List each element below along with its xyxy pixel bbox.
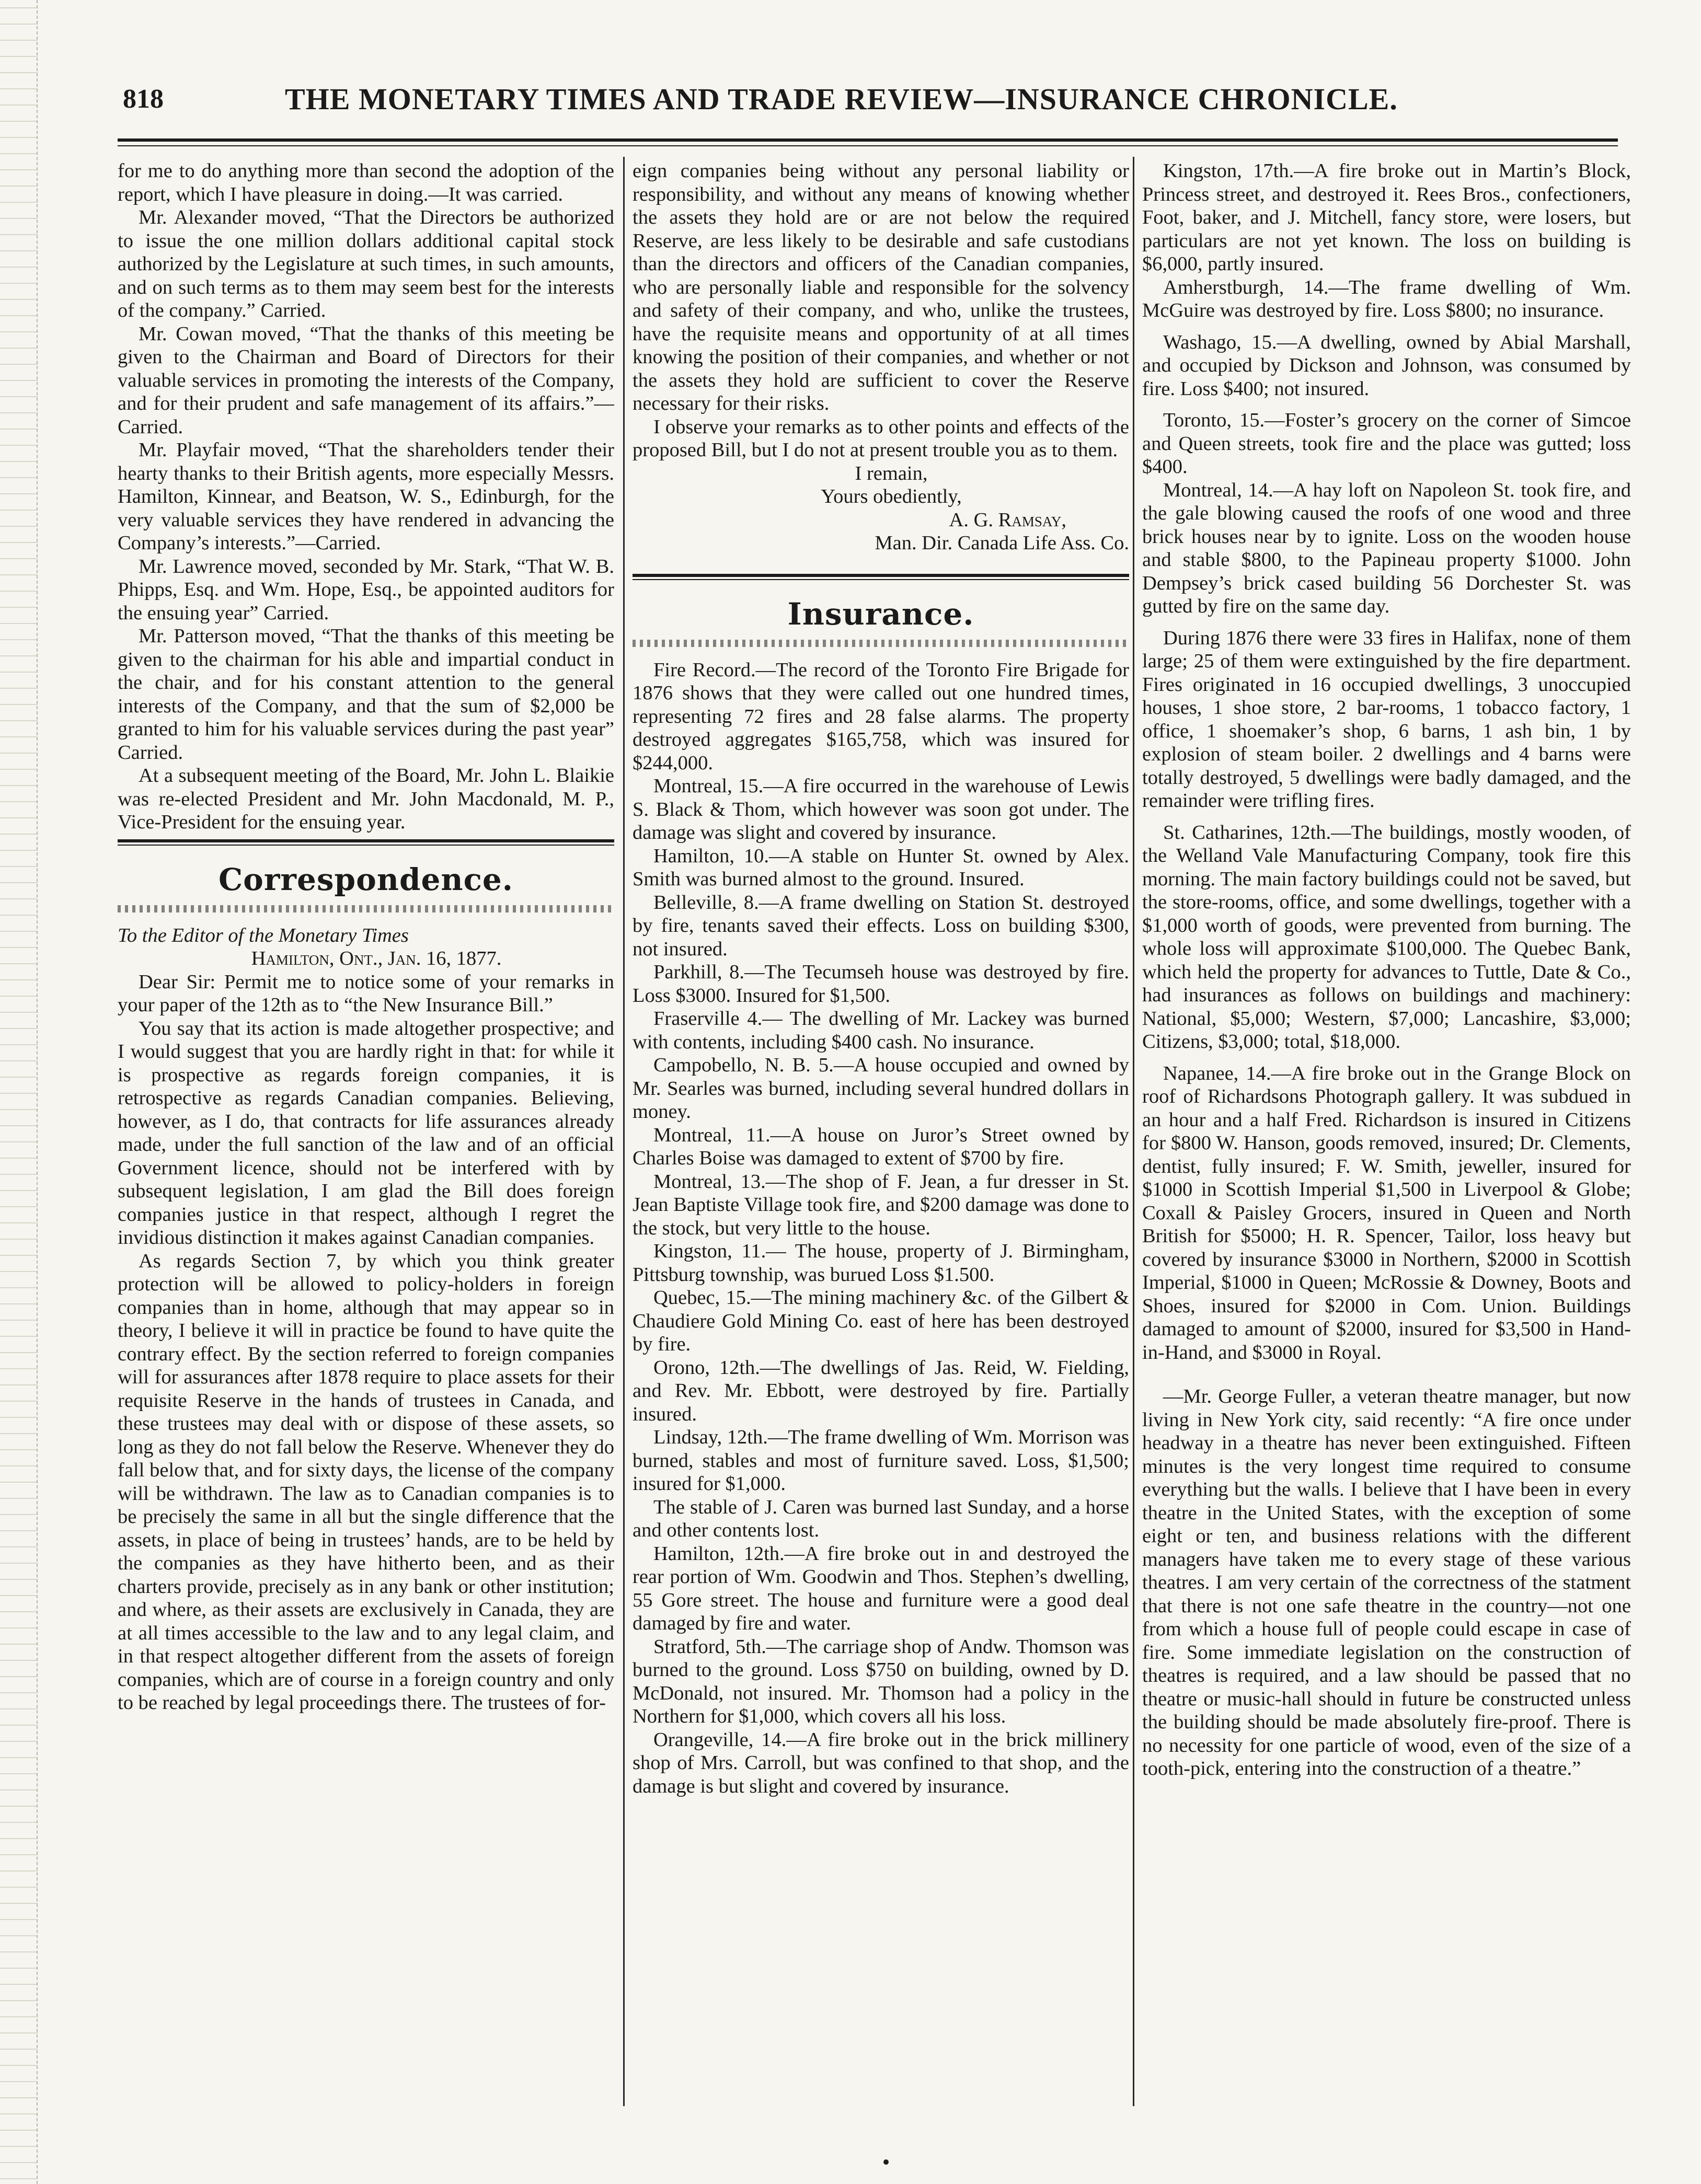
news-item: Fire Record.—The record of the Toronto Fire Brigade for 1876 shows that they were called out one hundred times, representing 72 fires and 28 false alarms. The property destroyed aggregates $165,758, which was insured for $244,000.: [633, 658, 1129, 774]
section-title-correspondence: Correspondence.: [219, 861, 513, 897]
news-item: Stratford, 5th.—The carriage shop of Andw. Thomson was burned to the ground. Loss $750 on building, owned by D. McDonald, not insured. Mr. Thomson had a policy in the Northern for $1,000, which covers all his loss.: [633, 1635, 1129, 1727]
column-1: [118, 159, 614, 2093]
page-binding-edge: [0, 0, 38, 2184]
page-mark: [883, 2159, 889, 2165]
news-item: Belleville, 8.—A frame dwelling on Station St. destroyed by fire, tenants saved their effects. Loss on building $300, not insured.: [633, 891, 1129, 960]
news-item: Montreal, 11.—A house on Juror’s Street owned by Charles Boise was damaged to extent of $700 by fire.: [633, 1124, 1129, 1169]
section-title-insurance: Insurance.: [787, 596, 974, 632]
column-divider: [623, 157, 625, 2106]
section-rule: [633, 574, 1129, 577]
section-rule: [118, 839, 614, 842]
section-rule-thin: [633, 579, 1129, 580]
header-rule: [118, 138, 1618, 142]
letter-paragraph: eign companies being without any personal liability or responsibility, and without any means of knowing whether the assets they hold are or are not below the required Reserve, are less likely to be desirable and safe custodians than the directors and officers of the Canadian companies, who are personally liable and responsible for the solvency and safety of their company, and who, unlike the trustees, have the requisite means and opportunity of at all times knowing the position of their companies, and whether or not the assets they hold are sufficient to cover the Reserve necessary for their risks.: [633, 160, 1129, 414]
running-head: THE MONETARY TIMES AND TRADE REVIEW—INSURANCE CHRONICLE.: [285, 82, 1398, 116]
column-2: [633, 159, 1129, 2093]
letter-signature: A. G. Ramsay,: [949, 509, 1066, 531]
paragraph: At a subsequent meeting of the Board, Mr. John L. Blaikie was re-elected President and Mr. John Macdonald, M. P., Vice-President for the ensuing year.: [118, 765, 614, 833]
letter-address: To the Editor of the Monetary Times: [118, 924, 409, 946]
paragraph: for me to do anything more than second the adoption of the report, which I have pleasure in doing.—It was carried.: [118, 160, 614, 205]
news-item: Fraserville 4.— The dwelling of Mr. Lackey was burned with contents, including $400 cash. No insurance.: [633, 1008, 1129, 1053]
news-item: Montreal, 13.—The shop of F. Jean, a fur dresser in St. Jean Baptiste Village took fire, and $200 damage was done to the stock, but very little to the house.: [633, 1170, 1129, 1239]
paragraph: Mr. Patterson moved, “That the thanks of this meeting be given to the chairman for his able and impartial conduct in the chair, and for his constant attention to the general interests of the Company, and that the sum of $2,000 be granted to him for his valuable services during the past year” Carried.: [118, 625, 614, 764]
paragraph: Mr. Alexander moved, “That the Directors be authorized to issue the one million dollars additional capital stock authorized by the Legislature at such times, in such amounts, and on such terms as to them may seem best for the interests of the company.” Carried.: [118, 206, 614, 321]
news-item: Hamilton, 10.—A stable on Hunter St. owned by Alex. Smith was burned almost to the ground. Insured.: [633, 845, 1129, 890]
letter-paragraph: Dear Sir: Permit me to notice some of your remarks in your paper of the 12th as to “the New Insurance Bill.”: [118, 970, 614, 1016]
news-item: Washago, 15.—A dwelling, owned by Abial Marshall, and occupied by Dickson and Johnson, was consumed by fire. Loss $400; not insured.: [1142, 331, 1631, 400]
news-item: Hamilton, 12th.—A fire broke out in and destroyed the rear portion of Wm. Goodwin and Thos. Stephen’s dwelling, 55 Gore street. The house and furniture were a good deal damaged by fire and water.: [633, 1542, 1129, 1634]
news-item: The stable of J. Caren was burned last Sunday, and a horse and other contents lost.: [633, 1496, 1129, 1541]
news-item: —Mr. George Fuller, a veteran theatre manager, but now living in New York city, said recently: “A fire once under headway in a theatre has never been extinguished. Fifteen minutes is the very longest time required to consume everything but the walls. I believe that I have been in every theatre in the United States, with the exception of some eight or ten, and business relations with the different managers have taken me to every stage of these various theatres. I am very certain of the correctness of the statment that there is not one safe theatre in the country—not one from which a house full of people could escape in case of fire. Some immediate legislation on the construction of theatres is required, and a law should be passed that no theatre or music-hall should in future be constructed unless the building should be made absolutely fire-proof. There is no necessity for one particle of wood, even of the size of a tooth-pick, entering into the construction of a theatre.”: [1142, 1385, 1631, 1779]
news-item: St. Catharines, 12th.—The buildings, mostly wooden, of the Welland Vale Manufacturing Company, took fire this morning. The main factory buildings could not be saved, but the store-rooms, office, and some dwellings, together with a $1,000 worth of goods, were prevented from burning. The whole loss will approximate $100,000. The Quebec Bank, which held the property for advances to Tuttle, Date & Co., had insurances as follows on buildings and machinery: National, $5,000; Western, $7,000; Lancashire, $3,000; Citizens, $3,000; total, $18,000.: [1142, 821, 1631, 1053]
page-number: 818: [123, 84, 164, 114]
news-item: Kingston, 11.— The house, property of J. Birmingham, Pittsburg township, was burued Loss $1.500.: [633, 1240, 1129, 1286]
news-item: Lindsay, 12th.—The frame dwelling of Wm. Morrison was burned, stables and most of furniture saved. Loss, $1,500; insured for $1,000.: [633, 1426, 1129, 1495]
letter-closing: I remain,: [855, 462, 928, 484]
news-item: Campobello, N. B. 5.—A house occupied and owned by Mr. Searles was burned, including several hundred dollars in money.: [633, 1054, 1129, 1123]
paragraph: Mr. Playfair moved, “That the shareholders tender their hearty thanks to their British agents, more especially Messrs. Hamilton, Kinnear, and Beatson, W. S., Edinburgh, for the very valuable services they have rendered in advancing the Company’s interests.”—Carried.: [118, 439, 614, 554]
news-item: Montreal, 14.—A hay loft on Napoleon St. took fire, and the gale blowing caused the roofs of one wood and three brick houses near by to ignite. Loss on the wooden house and stable $800, to the Papineau property $1000. John Dempsey’s brick cased building 56 Dorchester St. was gutted by fire on the same day.: [1142, 479, 1631, 617]
letter-closing: Yours obediently,: [821, 486, 962, 507]
news-item: Quebec, 15.—The mining machinery &c. of the Gilbert & Chaudiere Gold Mining Co. east of here has been destroyed by fire.: [633, 1287, 1129, 1355]
letter-paragraph: You say that its action is made altogether prospective; and I would suggest that you are hardly right in that: for while it is prospective as regards foreign companies, it is retrospective as regards Canadian companies. Believing, however, as I do, that contracts for life assurances already made, under the full sanction of the law and of an official Government licence, should not be interfered with by subsequent legislation, I am glad the Bill does foreign companies justice in that respect, although I regret the invidious distinction it makes against Canadian companies.: [118, 1017, 614, 1249]
column-3: [1142, 159, 1631, 2093]
news-item: Montreal, 15.—A fire occurred in the warehouse of Lewis S. Black & Thom, which however was soon got under. The damage was slight and covered by insurance.: [633, 775, 1129, 843]
letter-paragraph: I observe your remarks as to other points and effects of the proposed Bill, but I do not at present trouble you as to them.: [633, 415, 1129, 461]
paragraph: Mr. Lawrence moved, seconded by Mr. Stark, “That W. B. Phipps, Esq. and Wm. Hope, Esq., be appointed auditors for the ensuing year” Carried.: [118, 555, 614, 624]
page-header: [123, 84, 1623, 115]
letter-signature-title: Man. Dir. Canada Life Ass. Co.: [875, 532, 1129, 554]
ornamental-divider: [633, 640, 1129, 647]
section-rule-thin: [118, 845, 614, 846]
letter-dateline: Hamilton, Ont., Jan. 16, 1877.: [251, 947, 502, 969]
news-item: Amherstburgh, 14.—The frame dwelling of Wm. McGuire was destroyed by fire. Loss $800; no insurance.: [1142, 276, 1631, 321]
news-item: Toronto, 15.—Foster’s grocery on the corner of Simcoe and Queen streets, took fire and the place was gutted; loss $400.: [1142, 409, 1631, 478]
news-item: Orangeville, 14.—A fire broke out in the brick millinery shop of Mrs. Carroll, but was confined to that shop, and the damage is but slight and covered by insurance.: [633, 1728, 1129, 1797]
letter-paragraph: As regards Section 7, by which you think greater protection will be allowed to policy-holders in foreign companies than in home, although that may appear so in theory, I believe it will in practice be found to have quite the contrary effect. By the section referred to foreign companies will for assurances after 1878 require to place assets for their requisite Reserve in the hands of trustees in Canada, and these trustees may deal with or dispose of these assets, so long as they do not fall below the Reserve. Whenever they do fall below that, and for sixty days, the license of the company will be withdrawn. The law as to Canadian companies is to be precisely the same in all but the single difference that the assets, in place of being in trustees’ hands, are to be held by the companies as they have hitherto been, and as their charters provide, precisely as in any bank or other institution; and where, as their assets are exclusively in Canada, they are at all times accessible to the law and to any legal claim, and in that respect altogether different from the assets of foreign companies, which are of course in a foreign country and only to be reached by legal proceedings there. The trustees of for-: [118, 1250, 614, 1714]
news-item: During 1876 there were 33 fires in Halifax, none of them large; 25 of them were extinguished by the fire department. Fires originated in 16 occupied dwellings, 3 unoccupied houses, 1 shoe store, 2 bar-rooms, 1 tobacco factory, 1 office, 1 shoemaker’s shop, 6 barns, 1 ash bin, 1 by explosion of steam boiler. 2 dwellings and 4 barns were totally destroyed, 5 dwellings were badly damaged, and the remainder were trifling fires.: [1142, 627, 1631, 812]
paragraph: Mr. Cowan moved, “That the thanks of this meeting be given to the Chairman and Board of Directors for their valuable services in promoting the interests of the Company, and for their prudent and safe management of its affairs.”—Carried.: [118, 322, 614, 438]
column-divider: [1133, 157, 1134, 2106]
news-item: Orono, 12th.—The dwellings of Jas. Reid, W. Fielding, and Rev. Mr. Ebbott, were destroyed by fire. Partially insured.: [633, 1356, 1129, 1425]
news-item: Kingston, 17th.—A fire broke out in Martin’s Block, Princess street, and destroyed it. Rees Bros., confectioners, Foot, baker, and J. Mitchell, fancy store, were losers, but particulars are not yet known. The loss on building is $6,000, partly insured.: [1142, 160, 1631, 275]
ornamental-divider: [118, 905, 614, 912]
news-item: Parkhill, 8.—The Tecumseh house was destroyed by fire. Loss $3000. Insured for $1,500.: [633, 961, 1129, 1007]
news-item: Napanee, 14.—A fire broke out in the Grange Block on roof of Richardsons Photograph gallery. It was subdued in an hour and a half Fred. Richardson is insured in Citizens for $800 W. Hanson, goods removed, insured; Dr. Clements, dentist, fully insured; F. W. Smith, jeweller, insured for $1000 in Scottish Imperial $1,500 in Liverpool & Globe; Coxall & Paisley Grocers, insured in Queen and North British for $5000; H. R. Spencer, Tailor, loss heavy but covered by insurance $3000 in Northern, $2000 in Scottish Imperial, $1000 in Queen; McRossie & Downey, Boots and Shoes, insured for $2000 in Com. Union. Buildings damaged to amount of $2000, insured for $3,500 in Hand-in-Hand, and $3000 in Royal.: [1142, 1062, 1631, 1363]
header-rule-thin: [118, 145, 1618, 146]
